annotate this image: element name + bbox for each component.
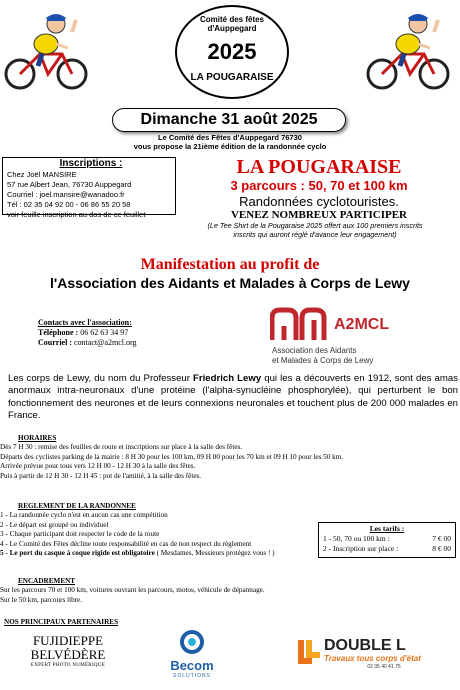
event-routes: 3 parcours : 50, 70 et 100 km xyxy=(230,178,408,193)
tarif-label: 1 - 50, 70 ou 100 km : xyxy=(323,534,390,543)
tarif-label: 2 - Inscription sur place : xyxy=(323,544,399,553)
date-banner: Dimanche 31 août 2025 xyxy=(112,108,346,132)
a2mcl-caption-2: et Malades à Corps de Lewy xyxy=(272,355,374,365)
contacts-title: Contacts avec l'association: xyxy=(38,318,132,327)
inscriptions-line: 57 rue Albert Jean, 76730 Auppegard xyxy=(7,180,132,189)
partner-fujidieppe-logo: FUJIDIEPPE BELVÉDÈRE EXPERT PHOTO NUMÉRIQUE xyxy=(30,633,106,668)
badge-year: 2025 xyxy=(207,39,257,64)
becom-swirl-icon xyxy=(179,630,205,654)
inscriptions-title: Inscriptions : xyxy=(59,158,123,169)
partenaires-title: NOS PRINCIPAUX PARTENAIRES xyxy=(4,618,119,626)
encadrement-title: ENCADREMENT xyxy=(18,577,76,585)
event-note-1: (Le Tee Shirt de la Pougaraise 2025 offert aux 100 premiers inscrits xyxy=(207,221,423,230)
a2mcl-caption-1: Association des Aidants xyxy=(272,346,357,355)
left-cyclist-illustration xyxy=(2,10,94,92)
event-note-2: inscrits qui auront réglé d'avance leur engagement) xyxy=(233,230,397,239)
horaires-line: Arrivée prévue pour tous vers 12 H 00 - 12 H 30 à la salle des fêtes. xyxy=(0,462,196,471)
inscriptions-line: Courriel : joel.mansire@wanadoo.fr xyxy=(7,190,125,199)
inscriptions-box xyxy=(2,157,176,219)
lewy-name: Friedrich Lewy xyxy=(193,373,262,384)
reglement-section: REGLEMENT DE LA RANDONNEE 1 - La randonnée cyclo n'est en aucun cas une compétition 2 - Le départ est groupé ou individuel 3 - Chaque participant doit respecter le code de la route 4 - Le Comité des Fêtes décline toute responsabilité en cas de non respect du règlement 5 - Le port du casque à coque rigide est obligatoire ( Mesdames, Messieurs protégez vous ! ) xyxy=(0,502,460,558)
horaires-line: Dès 7 H 30 : remise des feuilles de route et inscriptions sur place à la salle des fêtes. xyxy=(0,443,243,452)
encadrement-line: Sur le 50 km, parcours libre. xyxy=(0,595,83,604)
reglement-line: 1 - La randonnée cyclo n'est en aucun cas une compétition xyxy=(0,511,168,520)
inscriptions-line: Chez Joël MANSIRE xyxy=(7,170,77,179)
partner-doublel-logo: DOUBLE L Travaux tous corps d'état 02 35 40 41 75 xyxy=(324,637,421,670)
intro-line-2: vous propose la 21ième édition de la randonnée cyclo xyxy=(133,142,327,151)
intro-line-1: Le Comité des Fêtes d'Auppegard 76730 xyxy=(158,133,302,142)
reglement-line: 4 - Le Comité des Fêtes décline toute responsabilité en cas de non respect du règlement xyxy=(0,539,252,548)
horaires-section xyxy=(0,434,460,481)
partner-becom-logo: Becom SOLUTIONS xyxy=(162,630,222,679)
tarif-price: 7 € 00 xyxy=(432,534,451,543)
horaires-line: Puis à partir de 12 H 30 - 12 H 45 : pot de l'amitié, à la salle des fêtes. xyxy=(0,471,202,480)
encadrement-section xyxy=(0,577,460,605)
manifestation-line-2: l'Association des Aidants et Malades à Corps de Lewy xyxy=(50,275,410,291)
manifestation-line-1: Manifestation au profit de xyxy=(140,256,320,273)
reglement-line: 3 - Chaque participant doit respecter le code de la route xyxy=(0,530,160,539)
horaires-title: HORAIRES xyxy=(18,434,57,442)
tarifs-title: Les tarifs : xyxy=(369,524,405,533)
tarif-price: 8 € 00 xyxy=(432,544,451,553)
contacts-phone: 06 62 63 34 97 xyxy=(80,328,129,337)
event-title: LA POUGARAISE xyxy=(236,156,402,178)
doublel-logo-icon xyxy=(296,638,322,666)
inscriptions-line: voir feuille inscription au dos de ce feuillet xyxy=(7,210,146,219)
badge-name: LA POUGARAISE xyxy=(190,72,274,83)
tarifs-box xyxy=(318,522,456,558)
contacts-block xyxy=(38,318,238,348)
a2mcl-logo-icon xyxy=(270,306,330,342)
horaires-line: Départs des cyclistes parking de la mairie : 8 H 30 pour les 100 km, 09 H 00 pour les 70 km et 09 H 10 pour les 50 km. xyxy=(0,452,344,461)
inscriptions-line: Tél : 02 35 04 92 00 - 06 86 55 20 58 xyxy=(7,200,131,209)
event-subtitle: Randonnées cyclotouristes. xyxy=(239,194,399,209)
lewy-paragraph: Les corps de Lewy, du nom du Professeur Friedrich Lewy qui les a découverts en 1912, sont des amas anormaux intra-neuronaux d'une protéine (l'alpha-synucléine phosphorylée), qui perturbent le bon fonctionnement des neurones et de leurs connexions neuronales et touchent plus de 200 000 malades en France. xyxy=(8,373,459,422)
right-cyclist-illustration xyxy=(364,10,456,92)
reglement-title: REGLEMENT DE LA RANDONNEE xyxy=(18,502,136,510)
a2mcl-name: A2MCL xyxy=(334,316,390,333)
contacts-phone-label: Téléphone : xyxy=(38,328,79,337)
event-badge xyxy=(175,5,289,99)
event-call: VENEZ NOMBREUX PARTICIPER xyxy=(230,209,408,221)
reglement-line: 2 - Le départ est groupé ou individuel xyxy=(0,520,109,529)
contacts-mail: contact@a2mcl.org xyxy=(74,338,137,347)
contacts-mail-label: Courriel : xyxy=(38,338,72,347)
badge-arc-text: Comité des fêtes d'Auppegard xyxy=(199,15,265,33)
reglement-helmet-rule: 5 - Le port du casque à coque rigide est obligatoire xyxy=(0,549,155,558)
encadrement-line: Sur les parcours 70 et 100 km, voitures ouvrant les parcours, motos, véhicule de dépannage. xyxy=(0,586,265,595)
